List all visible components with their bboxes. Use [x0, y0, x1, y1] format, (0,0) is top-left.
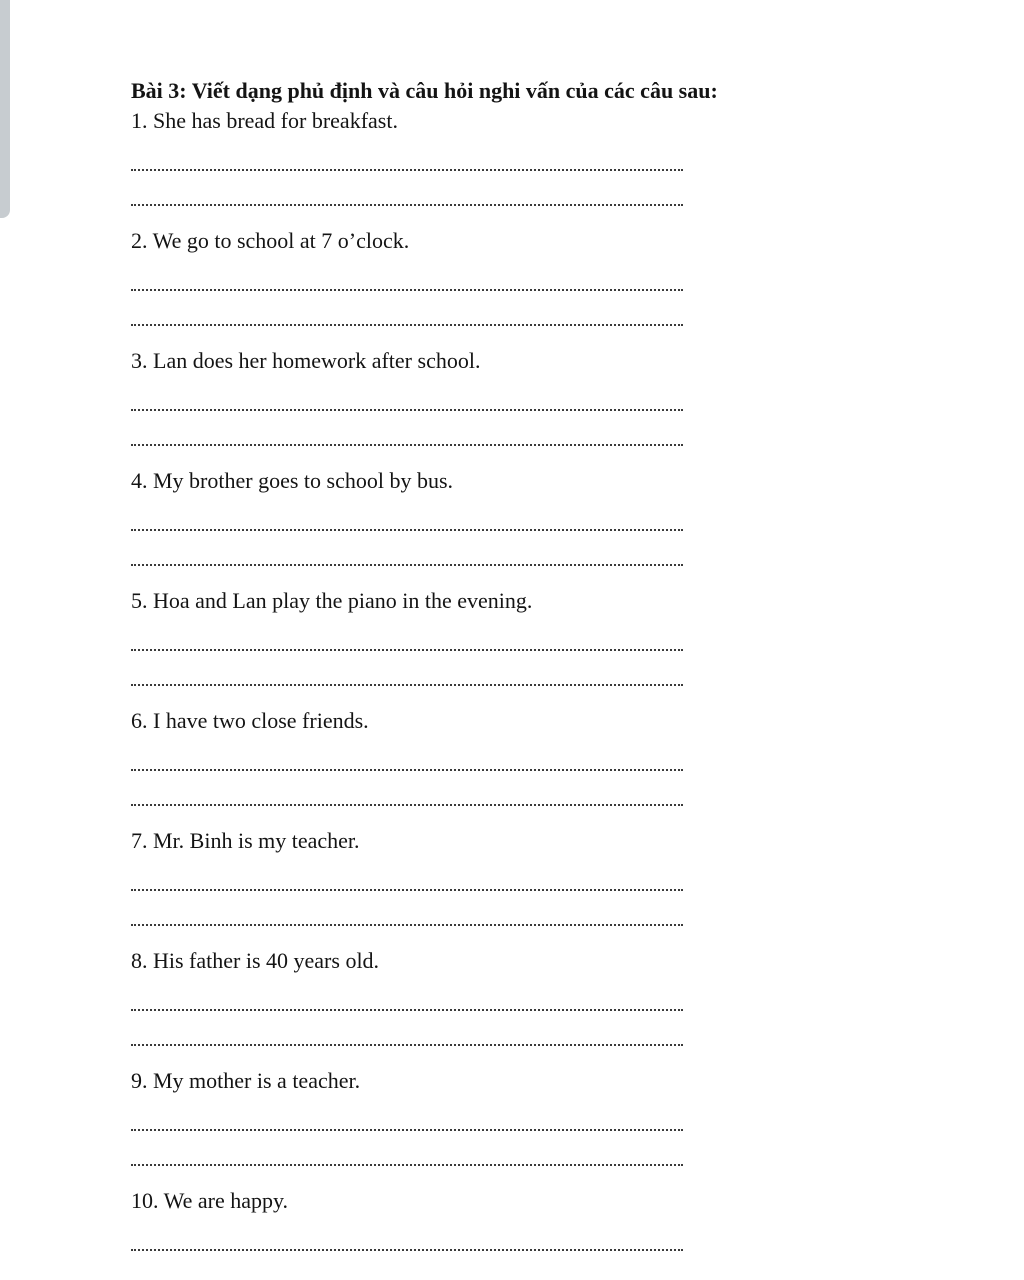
- exercise-item-6: [131, 708, 691, 828]
- answer-line-negative-4[interactable]: [131, 529, 683, 531]
- sentence-8: 8. His father is 40 years old.: [131, 948, 380, 973]
- answer-line-question-2[interactable]: [131, 324, 683, 326]
- exercise-item-5: [131, 588, 691, 708]
- answer-line-negative-2[interactable]: [131, 289, 683, 291]
- exercise-item-8: [131, 948, 691, 1068]
- answer-line-negative-6[interactable]: [131, 769, 683, 771]
- answer-line-question-8[interactable]: [131, 1044, 683, 1046]
- answer-line-negative-1[interactable]: [131, 169, 683, 171]
- sentence-10: 10. We are happy.: [131, 1188, 289, 1213]
- answer-line-question-9[interactable]: [131, 1164, 683, 1166]
- sentence-5: 5. Hoa and Lan play the piano in the evening.: [131, 588, 533, 613]
- answer-line-negative-5[interactable]: [131, 649, 683, 651]
- exercise-item-10: [131, 1188, 691, 1280]
- exercise-item-3: [131, 348, 691, 468]
- answer-line-negative-9[interactable]: [131, 1129, 683, 1131]
- answer-line-question-1[interactable]: [131, 204, 683, 206]
- exercise-item-4: [131, 468, 691, 588]
- exercise-item-9: [131, 1068, 691, 1188]
- answer-line-question-7[interactable]: [131, 924, 683, 926]
- answer-line-question-6[interactable]: [131, 804, 683, 806]
- sentence-3: 3. Lan does her homework after school.: [131, 348, 481, 373]
- exercise-sheet: [131, 78, 718, 1280]
- answer-line-negative-10[interactable]: [131, 1249, 683, 1251]
- answer-line-question-4[interactable]: [131, 564, 683, 566]
- exercise-item-2: [131, 228, 691, 348]
- exercise-item-7: [131, 828, 691, 948]
- exercise-item-1: [131, 108, 691, 228]
- answer-line-negative-3[interactable]: [131, 409, 683, 411]
- sentence-6: 6. I have two close friends.: [131, 708, 369, 733]
- answer-line-question-3[interactable]: [131, 444, 683, 446]
- answer-line-question-5[interactable]: [131, 684, 683, 686]
- sentence-4: 4. My brother goes to school by bus.: [131, 468, 454, 493]
- answer-line-negative-8[interactable]: [131, 1009, 683, 1011]
- sentence-7: 7. Mr. Binh is my teacher.: [131, 828, 360, 853]
- sentence-9: 9. My mother is a teacher.: [131, 1068, 361, 1093]
- exercise-title: Bài 3: Viết dạng phủ định và câu hỏi nghi vấn của các câu sau:: [131, 78, 718, 103]
- sentence-2: 2. We go to school at 7 o’clock.: [131, 228, 410, 253]
- answer-line-negative-7[interactable]: [131, 889, 683, 891]
- sentence-1: 1. She has bread for breakfast.: [131, 108, 398, 133]
- viewer-edge-strip: [0, 0, 10, 218]
